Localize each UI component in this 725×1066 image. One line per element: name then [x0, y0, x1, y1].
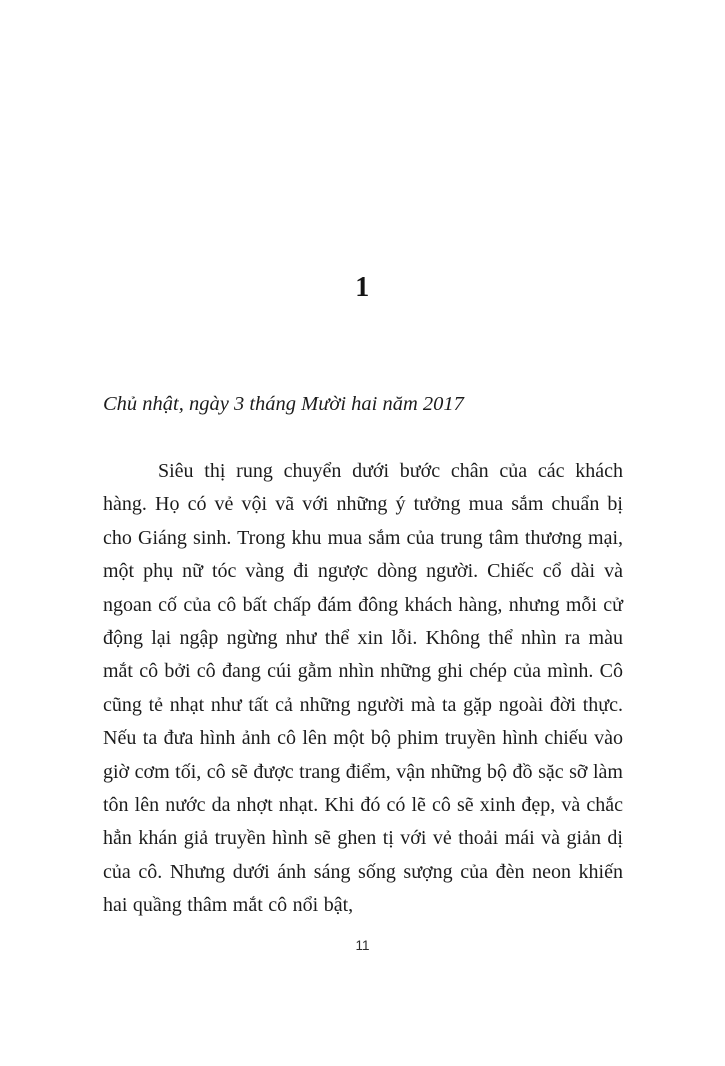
- date-line: Chủ nhật, ngày 3 tháng Mười hai năm 2017: [103, 393, 464, 415]
- chapter-number: 1: [355, 272, 370, 303]
- page-number: 11: [355, 938, 370, 953]
- body-paragraph: Siêu thị rung chuyển dưới bước chân của các khách hàng. Họ có vẻ vội vã với những ý tưởng mua sắm chuẩn bị cho Giáng sinh. Trong khu mua sắm của trung tâm thương mại, một phụ nữ tóc vàng đi ngược dòng người. Chiếc cổ dài và ngoan cố của cô bất chấp đám đông khách hàng, nhưng mỗi cử động lại ngập ngừng như thể xin lỗi. Không thể nhìn ra màu mắt cô bởi cô đang cúi gằm nhìn những ghi chép của mình. Cô cũng tẻ nhạt như tất cả những người mà ta gặp ngoài đời thực. Nếu ta đưa hình ảnh cô lên một bộ phim truyền hình chiếu vào giờ cơm tối, cô sẽ được trang điểm, vận những bộ đồ sặc sỡ làm tôn lên nước da nhợt nhạt. Khi đó có lẽ cô sẽ xinh đẹp, và chắc hẳn khán giả truyền hình sẽ ghen tị với vẻ thoải mái và giản dị của cô. Nhưng dưới ánh sáng sống sượng của đèn neon khiến hai quầng thâm mắt cô nổi bật,: [103, 460, 623, 917]
